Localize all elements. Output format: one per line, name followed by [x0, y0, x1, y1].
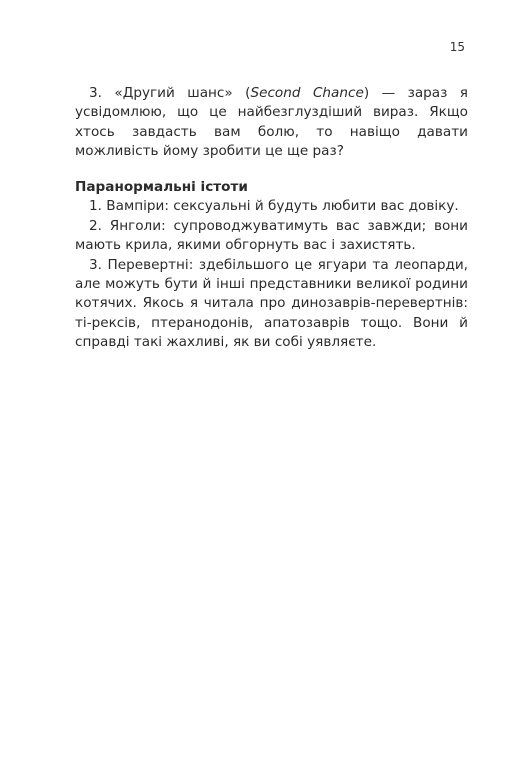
- paranormal-section: [75, 178, 468, 353]
- section-title: Паранормальні істоти: [75, 179, 248, 195]
- item3-suffix: ) — зараз я усвідомлюю, що це найбезглуздіший вираз. Якщо хтось завдасть вам болю, то навіщо давати можливість йому зробити це ще раз?: [75, 85, 468, 160]
- item3-italic-term: Second Chance: [250, 85, 364, 101]
- list-item-shapeshifters: 3. Перевертні: здебільшого це ягуари та леопарди, але можуть бути й інші представники великої родини котячих. Якось я читала про динозаврів-перевертнів: ті-рексів, птеранодонів, апатозаврів тощо. Вони й справді такі жахливі, як ви собі уявляєте.: [75, 256, 468, 351]
- list-item-vampires: 1. Вампіри: сексуальні й будуть любити вас довіку.: [89, 198, 459, 215]
- list-item-angels: 2. Янголи: супроводжуватимуть вас завжди; вони мають крила, якими обгорнуть вас і захистять.: [75, 217, 468, 254]
- second-chance-paragraph: [75, 84, 468, 162]
- item3-prefix: 3. «Другий шанс» (: [89, 85, 251, 101]
- page-number: 15: [449, 40, 465, 54]
- intro-block: [75, 84, 468, 162]
